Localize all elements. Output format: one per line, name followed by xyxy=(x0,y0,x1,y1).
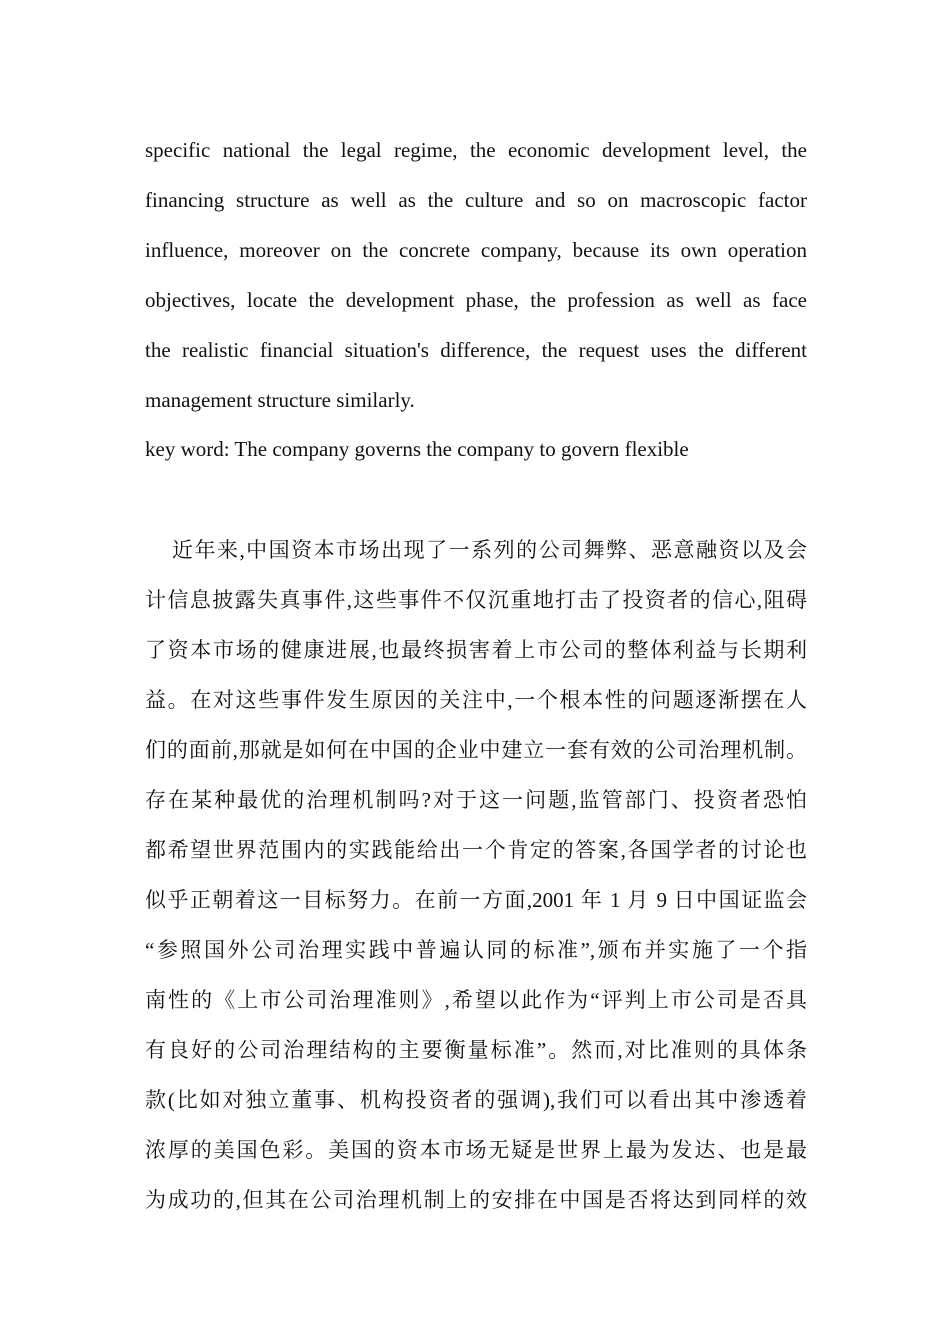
body-line: 南性的《上市公司治理准则》,希望以此作为“评判上市公司是否具 xyxy=(145,988,807,1012)
abstract-line: financing structure as well as the culture and so on macroscopic factor xyxy=(145,188,807,212)
body-line: 款(比如对独立董事、机构投资者的强调),我们可以看出其中渗透着 xyxy=(145,1088,807,1112)
body-line: 存在某种最优的治理机制吗?对于这一问题,监管部门、投资者恐怕 xyxy=(145,788,807,812)
body-line: 似乎正朝着这一目标努力。在前一方面,2001 年 1 月 9 日中国证监会 xyxy=(145,888,807,912)
body-line: 们的面前,那就是如何在中国的企业中建立一套有效的公司治理机制。 xyxy=(145,738,807,762)
body-line: 了资本市场的健康进展,也最终损害着上市公司的整体利益与长期利 xyxy=(145,638,807,662)
body-line: 浓厚的美国色彩。美国的资本市场无疑是世界上最为发达、也是最 xyxy=(145,1138,807,1162)
abstract-line: influence, moreover on the concrete company, because its own operation xyxy=(145,238,807,262)
body-line: 益。在对这些事件发生原因的关注中,一个根本性的问题逐渐摆在人 xyxy=(145,688,807,712)
body-line: 计信息披露失真事件,这些事件不仅沉重地打击了投资者的信心,阻碍 xyxy=(145,588,807,612)
abstract-line: management structure similarly. xyxy=(145,388,415,412)
english-abstract xyxy=(145,125,807,425)
chinese-body-paragraph xyxy=(145,525,807,1225)
keywords-line: key word: The company governs the company to govern flexible xyxy=(145,437,689,461)
body-line: 都希望世界范围内的实践能给出一个肯定的答案,各国学者的讨论也 xyxy=(145,838,807,862)
body-line: “参照国外公司治理实践中普遍认同的标准”,颁布并实施了一个指 xyxy=(145,938,807,962)
abstract-line: the realistic financial situation's difference, the request uses the different xyxy=(145,338,807,362)
abstract-line: specific national the legal regime, the economic development level, the xyxy=(145,138,807,162)
body-line: 近年来,中国资本市场出现了一系列的公司舞弊、恶意融资以及会 xyxy=(145,538,807,562)
body-line: 为成功的,但其在公司治理机制上的安排在中国是否将达到同样的效 xyxy=(145,1188,807,1212)
body-line: 有良好的公司治理结构的主要衡量标准”。然而,对比准则的具体条 xyxy=(145,1038,807,1062)
abstract-line: objectives, locate the development phase, the profession as well as face xyxy=(145,288,807,312)
